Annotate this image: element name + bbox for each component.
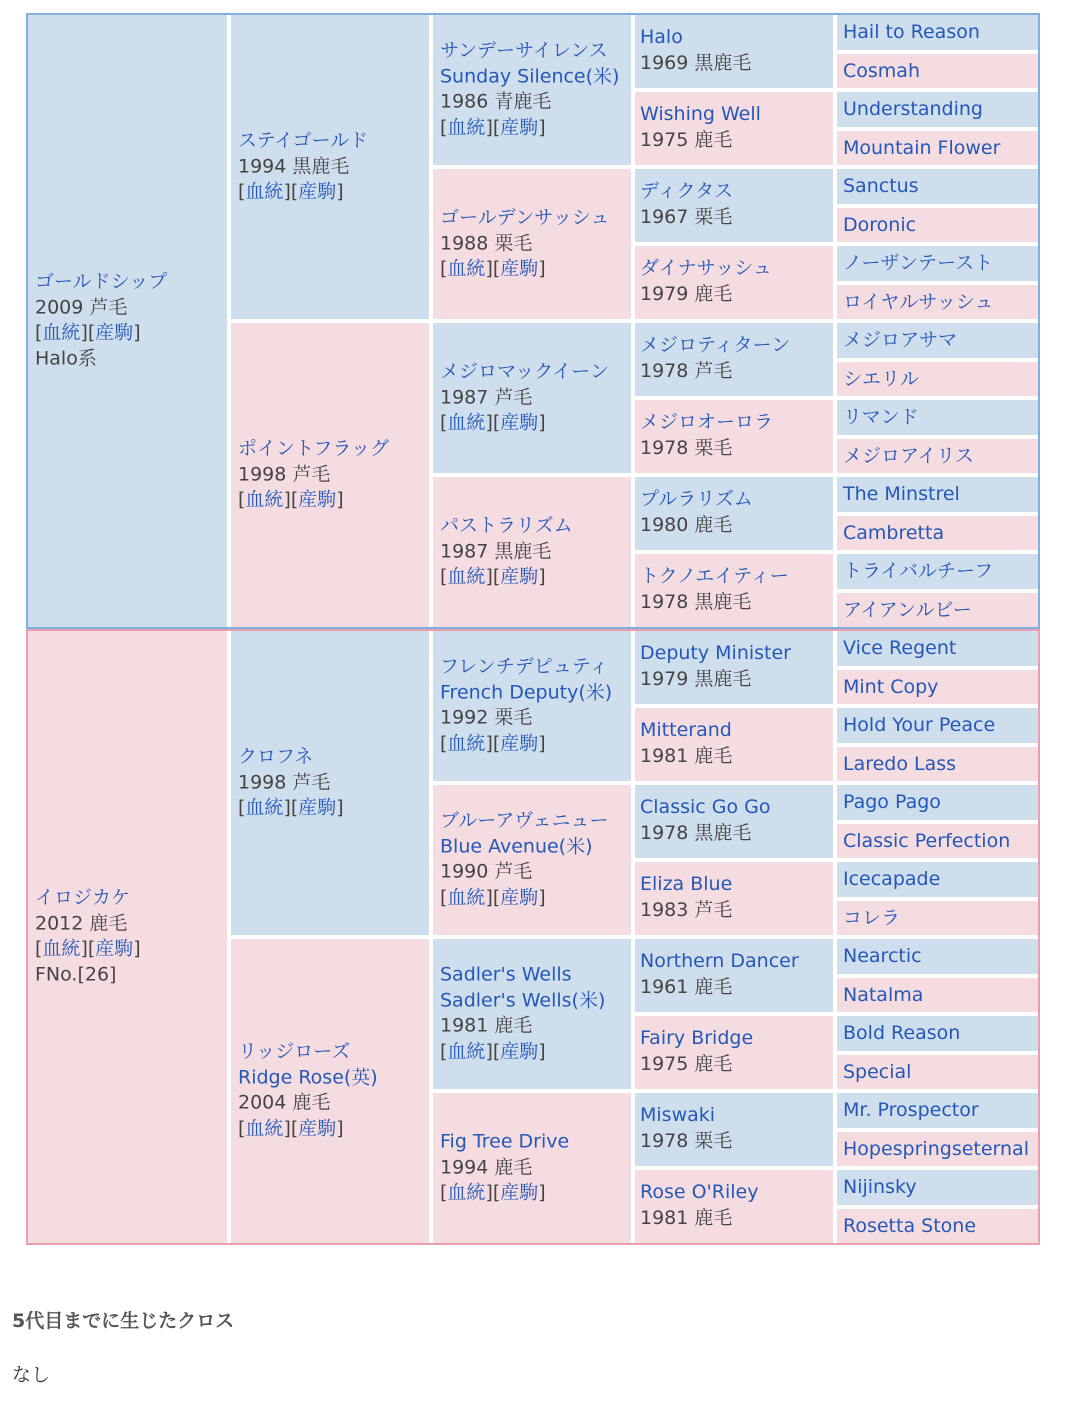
horse-info <box>843 599 1036 621</box>
horse-info <box>843 252 1036 274</box>
horse-name-link[interactable]: Hold Your Peace <box>843 714 996 737</box>
horse-info <box>640 641 831 692</box>
horse-info <box>640 487 831 538</box>
horse-name-link[interactable]: Cambretta <box>843 521 945 544</box>
pedigree-cell-gen4 <box>633 475 835 552</box>
horse-name-link[interactable]: Miswaki <box>640 1104 716 1126</box>
horse-name-link[interactable]: Wishing Well <box>640 103 761 125</box>
horse-name-link[interactable]: Northern Dancer <box>640 950 799 972</box>
bloodline-link[interactable]: 血統 <box>447 257 486 280</box>
pedigree-cell-gen3 <box>431 167 633 321</box>
horse-name-link[interactable]: クロフネ <box>238 745 314 768</box>
horse-info <box>640 179 831 230</box>
pedigree-cell-gen3 <box>431 475 633 629</box>
pedigree-cell-gen4 <box>633 706 835 783</box>
offspring-link[interactable]: 産駒 <box>500 1181 539 1204</box>
horse-year-color: 1988 栗毛 <box>440 232 533 255</box>
horse-name-link[interactable]: Mitterand <box>640 719 732 741</box>
horse-name-link[interactable]: Hopespringseternal <box>843 1137 1029 1160</box>
horse-info <box>843 60 1036 82</box>
horse-links: [血統][産駒] <box>238 796 344 819</box>
horse-name-link[interactable]: Halo <box>640 26 683 48</box>
horse-name-link[interactable]: Rosetta Stone <box>843 1214 977 1237</box>
horse-info <box>843 560 1036 582</box>
horse-year-color: 1975 鹿毛 <box>640 128 733 151</box>
pedigree-cell-gen5 <box>835 745 1040 784</box>
pedigree-cell-gen5 <box>835 398 1040 437</box>
horse-name-link[interactable]: プルラリズム <box>640 488 753 510</box>
horse-name-link[interactable]: シエリル <box>843 367 920 390</box>
pedigree-table <box>26 13 1040 1245</box>
pedigree-cell-gen3 <box>431 321 633 475</box>
horse-name-link[interactable]: イロジカケ <box>35 886 131 909</box>
bloodline-link[interactable]: 血統 <box>447 565 486 588</box>
horse-info <box>843 445 1036 467</box>
horse-year-color: 1986 青鹿毛 <box>440 91 552 113</box>
horse-info <box>640 1026 831 1077</box>
pedigree-cell-gen4 <box>633 167 835 244</box>
pedigree-cell-gen4 <box>633 244 835 321</box>
horse-year-color: 1990 芦毛 <box>440 861 533 883</box>
pedigree-cell-gen5 <box>835 13 1040 52</box>
bloodline-link[interactable]: 血統 <box>245 180 284 203</box>
horse-links: [血統][産駒] <box>440 411 546 434</box>
horse-info <box>640 1180 831 1231</box>
pedigree-cell-gen5 <box>835 976 1040 1015</box>
horse-info <box>843 907 1036 929</box>
horse-name-link[interactable]: リッジローズ <box>238 1040 351 1063</box>
horse-name-link[interactable]: Mountain Flower <box>843 136 1001 159</box>
bloodline-link[interactable]: 血統 <box>447 732 486 755</box>
horse-name-link[interactable]: ダイナサッシュ <box>640 257 772 279</box>
horse-info <box>238 128 427 205</box>
horse-year-color: 1978 栗毛 <box>640 436 733 459</box>
offspring-link[interactable]: 産駒 <box>500 411 539 434</box>
pedigree-cell-gen5 <box>835 244 1040 283</box>
horse-links: [血統][産駒] <box>238 1117 344 1140</box>
horse-name-link[interactable]: Pago Pago <box>843 791 941 814</box>
horse-year-color: 1978 黒鹿毛 <box>640 590 752 613</box>
horse-name-link[interactable]: Mr. Prospector <box>843 1099 979 1122</box>
horse-links: [血統][産駒] <box>238 180 344 203</box>
pedigree-cell-gen5 <box>835 629 1040 668</box>
pedigree-cell-gen5 <box>835 129 1040 168</box>
horse-info <box>440 809 629 912</box>
horse-info <box>843 522 1036 544</box>
pedigree-cell-gen5 <box>835 1091 1040 1130</box>
pedigree-cell-gen2 <box>229 629 431 937</box>
horse-info <box>843 21 1036 43</box>
pedigree-cell-gen3 <box>431 13 633 167</box>
horse-links: [血統][産駒] <box>440 565 546 588</box>
horse-name-link[interactable]: Fairy Bridge <box>640 1027 754 1049</box>
horse-info <box>843 1099 1036 1121</box>
horse-info <box>640 949 831 1000</box>
horse-name-link[interactable]: Rose O'Riley <box>640 1181 759 1203</box>
horse-year-color: 1978 栗毛 <box>640 1129 733 1152</box>
horse-year-color: 1994 鹿毛 <box>440 1156 533 1179</box>
horse-name-link[interactable]: Special <box>843 1060 912 1083</box>
horse-info <box>843 753 1036 775</box>
horse-year-color: 1998 芦毛 <box>238 463 331 486</box>
horse-name-link[interactable]: Natalma <box>843 983 924 1006</box>
horse-year-color: 1987 芦毛 <box>440 386 533 409</box>
horse-links: [血統][産駒] <box>35 322 141 344</box>
horse-name-link[interactable]: ブルーアヴェニュー <box>440 809 609 832</box>
horse-info <box>640 718 831 769</box>
horse-info <box>843 1215 1036 1237</box>
pedigree-cell-gen1 <box>26 629 229 1245</box>
horse-name-link[interactable]: Nearctic <box>843 945 922 968</box>
pedigree-cell-gen5 <box>835 1168 1040 1207</box>
horse-info <box>843 291 1036 313</box>
horse-info <box>640 410 831 461</box>
pedigree-cell-gen5 <box>835 321 1040 360</box>
horse-year-color: 1981 鹿毛 <box>640 1206 733 1229</box>
offspring-link[interactable]: 産駒 <box>95 322 134 344</box>
offspring-link[interactable]: 産駒 <box>298 796 337 819</box>
horse-year-color: 2012 鹿毛 <box>35 912 128 935</box>
horse-name-link[interactable]: ポイントフラッグ <box>238 437 390 460</box>
bloodline-link[interactable]: 血統 <box>447 116 486 139</box>
pedigree-cell-gen4 <box>633 1091 835 1168</box>
horse-info <box>843 945 1036 967</box>
pedigree-cell-gen5 <box>835 167 1040 206</box>
horse-year-color: 1992 栗毛 <box>440 707 533 729</box>
pedigree-cell-gen4 <box>633 1168 835 1245</box>
horse-year-color: 1967 栗毛 <box>640 205 733 228</box>
pedigree-cell-gen5 <box>835 860 1040 899</box>
horse-links: [血統][産駒] <box>35 938 141 960</box>
horse-info <box>843 1022 1036 1044</box>
pedigree-cell-gen5 <box>835 706 1040 745</box>
horse-name-link[interactable]: メジロマックイーン <box>440 360 609 383</box>
horse-name-link[interactable]: ノーザンテースト <box>843 252 994 275</box>
horse-name-link[interactable]: Laredo Lass <box>843 752 957 775</box>
bloodline-link[interactable]: 血統 <box>447 1181 486 1204</box>
horse-name-link[interactable]: Vice Regent <box>843 637 957 660</box>
pedigree-cell-gen2 <box>229 13 431 321</box>
horse-name-link[interactable]: フレンチデピュティ <box>440 655 609 678</box>
horse-name-link[interactable]: コレラ <box>843 906 901 929</box>
bloodline-link[interactable]: 血統 <box>447 1040 486 1063</box>
pedigree-cell-gen1 <box>26 13 229 629</box>
pedigree-cell-gen4 <box>633 783 835 860</box>
horse-info <box>843 368 1036 390</box>
horse-name-link[interactable]: Nijinsky <box>843 1176 917 1199</box>
horse-info <box>35 270 225 373</box>
pedigree-cell-gen3 <box>431 629 633 783</box>
horse-info <box>35 886 225 989</box>
horse-name-link[interactable]: Deputy Minister <box>640 642 791 664</box>
pedigree-cell-gen5 <box>835 552 1040 591</box>
offspring-link[interactable]: 産駒 <box>298 488 337 511</box>
horse-name-link[interactable]: Classic Perfection <box>843 829 1011 852</box>
horse-name-link[interactable]: Mint Copy <box>843 675 939 698</box>
pedigree-cell-gen2 <box>229 321 431 629</box>
pedigree-cell-gen5 <box>835 360 1040 399</box>
pedigree-cell-gen5 <box>835 514 1040 553</box>
horse-year-color: 1981 鹿毛 <box>440 1015 533 1037</box>
horse-note: FNo.[26] <box>35 963 117 986</box>
horse-info <box>843 714 1036 736</box>
bloodline-link[interactable]: 血統 <box>42 938 81 960</box>
horse-year-color: 1961 鹿毛 <box>640 975 733 998</box>
horse-info <box>440 1129 629 1206</box>
offspring-link[interactable]: 産駒 <box>298 1117 337 1140</box>
horse-links: [血統][産駒] <box>440 1181 546 1204</box>
horse-info <box>440 655 629 758</box>
horse-name-link[interactable]: Cosmah <box>843 59 920 82</box>
horse-year-color: 1994 黒鹿毛 <box>238 155 350 178</box>
horse-name-link[interactable]: ゴールドシップ <box>35 270 168 293</box>
horse-english-name-link[interactable]: Blue Avenue(米) <box>440 835 593 858</box>
pedigree-cell-gen4 <box>633 629 835 706</box>
pedigree-cell-gen4 <box>633 1014 835 1091</box>
horse-info <box>440 963 629 1066</box>
horse-year-color: 1979 黒鹿毛 <box>640 667 752 690</box>
horse-name-link[interactable]: ステイゴールド <box>238 129 369 152</box>
horse-year-color: 1978 芦毛 <box>640 359 733 382</box>
horse-info <box>440 39 629 142</box>
horse-name-link[interactable]: サンデーサイレンス <box>440 39 608 62</box>
offspring-link[interactable]: 産駒 <box>500 1040 539 1063</box>
pedigree-cell-gen5 <box>835 822 1040 861</box>
horse-year-color: 1979 鹿毛 <box>640 282 733 305</box>
horse-info <box>640 333 831 384</box>
bloodline-link[interactable]: 血統 <box>245 488 284 511</box>
pedigree-cell-gen5 <box>835 937 1040 976</box>
horse-name-link[interactable]: リマンド <box>843 406 919 429</box>
horse-info <box>640 1103 831 1154</box>
pedigree-cell-gen5 <box>835 783 1040 822</box>
pedigree-cell-gen5 <box>835 668 1040 707</box>
horse-name-link[interactable]: メジロアイリス <box>843 444 974 467</box>
horse-year-color: 1981 鹿毛 <box>640 744 733 767</box>
horse-info <box>843 984 1036 1006</box>
horse-links: [血統][産駒] <box>440 1040 546 1063</box>
horse-info <box>843 868 1036 890</box>
horse-info <box>640 102 831 153</box>
pedigree-cell-gen3 <box>431 937 633 1091</box>
horse-note: Halo系 <box>35 347 97 370</box>
horse-info <box>843 137 1036 159</box>
horse-english-name-link[interactable]: Sadler's Wells(米) <box>440 989 606 1012</box>
horse-info <box>843 1138 1036 1160</box>
pedigree-cell-gen4 <box>633 937 835 1014</box>
cross-result: なし <box>12 1364 51 1386</box>
bloodline-link[interactable]: 血統 <box>447 886 486 909</box>
pedigree-cell-gen5 <box>835 90 1040 129</box>
horse-links: [血統][産駒] <box>440 116 546 139</box>
horse-links: [血統][産駒] <box>440 257 546 280</box>
horse-year-color: 1969 黒鹿毛 <box>640 51 752 74</box>
horse-info <box>440 205 629 282</box>
offspring-link[interactable]: 産駒 <box>500 886 539 909</box>
horse-info <box>238 436 427 513</box>
horse-info <box>843 637 1036 659</box>
pedigree-cell-gen4 <box>633 552 835 629</box>
horse-year-color: 1978 黒鹿毛 <box>640 821 752 844</box>
horse-name-link[interactable]: メジロオーロラ <box>640 411 774 433</box>
horse-year-color: 1998 芦毛 <box>238 771 331 794</box>
horse-info <box>843 676 1036 698</box>
horse-info <box>640 564 831 615</box>
offspring-link[interactable]: 産駒 <box>500 116 539 139</box>
pedigree-cell-gen5 <box>835 1014 1040 1053</box>
horse-info <box>843 98 1036 120</box>
horse-english-name-link[interactable]: Ridge Rose(英) <box>238 1066 378 1089</box>
horse-year-color: 2009 芦毛 <box>35 296 128 319</box>
horse-info <box>843 329 1036 351</box>
horse-info <box>843 830 1036 852</box>
horse-english-name-link[interactable]: French Deputy(米) <box>440 681 613 704</box>
horse-links: [血統][産駒] <box>238 488 344 511</box>
horse-info <box>640 872 831 923</box>
horse-year-color: 1983 芦毛 <box>640 898 733 921</box>
horse-info <box>640 795 831 846</box>
pedigree-cell-gen5 <box>835 437 1040 476</box>
bloodline-link[interactable]: 血統 <box>245 796 284 819</box>
horse-name-link[interactable]: Doronic <box>843 213 917 236</box>
pedigree-cell-gen4 <box>633 321 835 398</box>
pedigree-cell-gen4 <box>633 90 835 167</box>
offspring-link[interactable]: 産駒 <box>298 180 337 203</box>
bloodline-link[interactable]: 血統 <box>245 1117 284 1140</box>
pedigree-cell-gen3 <box>431 1091 633 1245</box>
horse-year-color: 1987 黒鹿毛 <box>440 540 552 563</box>
horse-info <box>843 214 1036 236</box>
horse-name-link[interactable]: メジロティターン <box>640 334 791 356</box>
horse-name-link[interactable]: Icecapade <box>843 868 941 891</box>
offspring-link[interactable]: 産駒 <box>500 565 539 588</box>
offspring-link[interactable]: 産駒 <box>500 732 539 755</box>
horse-year-color: 1980 鹿毛 <box>640 513 733 536</box>
pedigree-cell-gen4 <box>633 13 835 90</box>
horse-name-link[interactable]: Bold Reason <box>843 1022 961 1045</box>
pedigree-cell-gen5 <box>835 475 1040 514</box>
pedigree-cell-gen3 <box>431 783 633 937</box>
pedigree-cell-gen5 <box>835 591 1040 630</box>
horse-year-color: 2004 鹿毛 <box>238 1092 331 1114</box>
pedigree-cell-gen5 <box>835 206 1040 245</box>
horse-name-link[interactable]: Hail to Reason <box>843 21 980 44</box>
pedigree-cell-gen5 <box>835 52 1040 91</box>
horse-name-link[interactable]: Sanctus <box>843 175 919 198</box>
horse-info <box>640 25 831 76</box>
bloodline-link[interactable]: 血統 <box>42 322 81 344</box>
horse-info <box>843 406 1036 428</box>
horse-info <box>640 256 831 307</box>
horse-name-link[interactable]: Classic Go Go <box>640 796 771 818</box>
horse-name-link[interactable]: Eliza Blue <box>640 873 733 895</box>
offspring-link[interactable]: 産駒 <box>500 257 539 280</box>
bloodline-link[interactable]: 血統 <box>447 411 486 434</box>
horse-info <box>440 513 629 590</box>
pedigree-cell-gen5 <box>835 1207 1040 1246</box>
horse-name-link[interactable]: ゴールデンサッシュ <box>440 206 610 229</box>
horse-english-name-link[interactable]: Sunday Silence(米) <box>440 65 620 88</box>
horse-name-link[interactable]: The Minstrel <box>843 483 960 506</box>
horse-info <box>843 175 1036 197</box>
horse-name-link[interactable]: Understanding <box>843 98 983 121</box>
horse-info <box>843 483 1036 505</box>
horse-name-link[interactable]: Sadler's Wells <box>440 963 572 986</box>
pedigree-cell-gen5 <box>835 899 1040 938</box>
horse-info <box>440 359 629 436</box>
horse-info <box>843 1176 1036 1198</box>
horse-year-color: 1975 鹿毛 <box>640 1052 733 1075</box>
pedigree-cell-gen4 <box>633 398 835 475</box>
pedigree-cell-gen5 <box>835 1130 1040 1169</box>
pedigree-cell-gen4 <box>633 860 835 937</box>
horse-links: [血統][産駒] <box>440 732 546 755</box>
horse-info <box>238 744 427 821</box>
horse-name-link[interactable]: ロイヤルサッシュ <box>843 290 994 313</box>
horse-info <box>843 791 1036 813</box>
horse-name-link[interactable]: パストラリズム <box>440 514 573 537</box>
offspring-link[interactable]: 産駒 <box>95 938 134 960</box>
horse-info <box>843 1061 1036 1083</box>
horse-name-link[interactable]: メジロアサマ <box>843 329 958 352</box>
horse-name-link[interactable]: トクノエイティー <box>640 565 789 587</box>
horse-name-link[interactable]: ディクタス <box>640 180 734 202</box>
horse-name-link[interactable]: アイアンルビー <box>843 598 972 621</box>
pedigree-cell-gen5 <box>835 283 1040 322</box>
cross-heading: 5代目までに生じたクロス <box>12 1310 235 1332</box>
horse-links: [血統][産駒] <box>440 886 546 909</box>
horse-name-link[interactable]: Fig Tree Drive <box>440 1130 570 1153</box>
horse-info <box>238 1040 427 1143</box>
pedigree-cell-gen2 <box>229 937 431 1245</box>
horse-name-link[interactable]: トライバルチーフ <box>843 560 994 583</box>
pedigree-cell-gen5 <box>835 1053 1040 1092</box>
